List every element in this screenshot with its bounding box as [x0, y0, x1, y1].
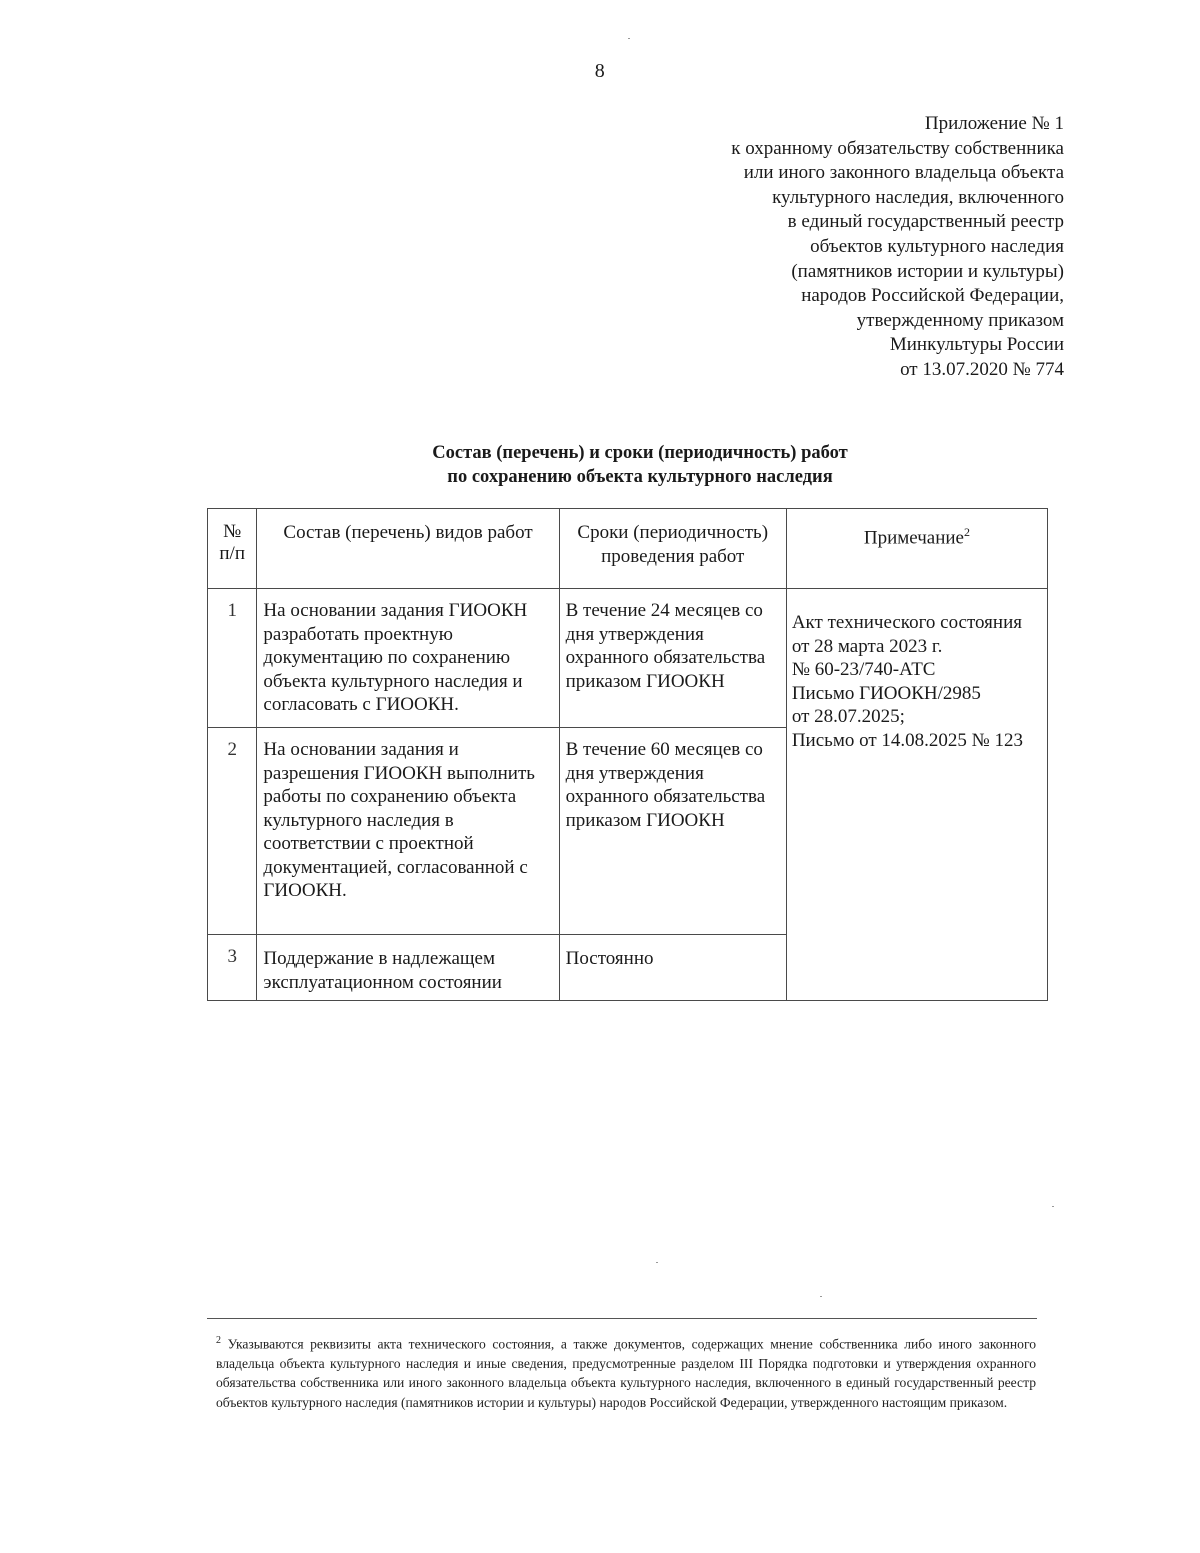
row-number: 1 [208, 589, 257, 728]
row-number: 2 [208, 728, 257, 935]
footnote-divider [207, 1318, 1037, 1319]
appendix-line: Приложение № 1 [924, 113, 1064, 134]
scan-speck [628, 38, 630, 39]
appendix-line: или иного законного владельца объекта [743, 162, 1064, 184]
note-line: от 28 марта 2023 г. [791, 635, 943, 657]
appendix-line: Минкультуры России [889, 334, 1064, 356]
note-line: Акт технического состояния [791, 612, 1022, 633]
row-term: Постоянно [559, 935, 786, 1001]
header-term: Сроки (периодичность) проведения работ [559, 509, 786, 589]
appendix-line: объектов культурного наследия [810, 235, 1064, 257]
scan-speck [656, 1262, 658, 1263]
appendix-line: от 13.07.2020 № 774 [900, 358, 1064, 380]
title-line-1: Состав (перечень) и сроки (периодичность) работ [432, 443, 848, 463]
table-row [208, 589, 1048, 728]
appendix-line: народов Российской Федерации, [801, 285, 1064, 307]
works-table [207, 508, 1048, 1001]
note-line: Письмо ГИООКН/2985 [791, 682, 981, 704]
row-term: В течение 24 месяцев со дня утверждения охранного обязательства приказом ГИООКН [559, 589, 786, 728]
scan-speck [1052, 1206, 1054, 1207]
header-number: № п/п [208, 509, 257, 589]
row-number: 3 [208, 935, 257, 1001]
footnote-mark: 2 [216, 1335, 221, 1346]
note-line: № 60-23/740-АТС [791, 659, 936, 680]
table-header-row [208, 509, 1048, 589]
appendix-line: утвержденному приказом [856, 309, 1064, 331]
appendix-line: (памятников истории и культуры) [791, 260, 1064, 282]
row-term: В течение 60 месяцев со дня утверждения охранного обязательства приказом ГИООКН [559, 728, 786, 935]
appendix-line: к охранному обязательству собственника [731, 137, 1064, 159]
header-work: Состав (перечень) видов работ [257, 509, 559, 589]
appendix-header [644, 112, 1064, 383]
appendix-line: в единый государственный реестр [787, 211, 1064, 233]
appendix-line: культурного наследия, включенного [772, 186, 1064, 208]
footnote-ref: 2 [963, 525, 970, 539]
row-work: На основании задания и разрешения ГИООКН выполнить работы по сохранению объекта культурного наследия в соответствии с проектной документацией, согласованной с ГИООКН. [257, 728, 559, 935]
row-work: Поддержание в надлежащем эксплуатационном состоянии [257, 935, 559, 1001]
note-line: Письмо от 14.08.2025 № 123 [791, 729, 1024, 751]
row-note [786, 589, 1047, 1001]
header-note-label: Примечание [863, 527, 964, 549]
footnote-text: Указываются реквизиты акта технического состояния, а также документов, содержащих мнение собственника либо иного законного владельца объекта культурного наследия и иные сведения, предусмотренные разделом III Порядка подготовки и утверждения охранного обязательства собственника или иного законного владельца объекта культурного наследия, включенного в единый государственный реестр объектов культурного наследия (памятников истории и культуры) народов Российской Федерации, утвержденного настоящим приказом. [216, 1336, 1036, 1410]
header-note [786, 509, 1047, 589]
title-line-2: по сохранению объекта культурного наследия [447, 467, 833, 487]
document-title [0, 441, 1200, 489]
footnote [216, 1331, 1036, 1412]
scan-speck [820, 1296, 822, 1297]
note-line: от 28.07.2025; [791, 706, 905, 727]
page-number: 8 [594, 60, 606, 82]
row-work: На основании задания ГИООКН разработать проектную документацию по сохранению объекта культурного наследия и согласовать с ГИООКН. [257, 589, 559, 728]
